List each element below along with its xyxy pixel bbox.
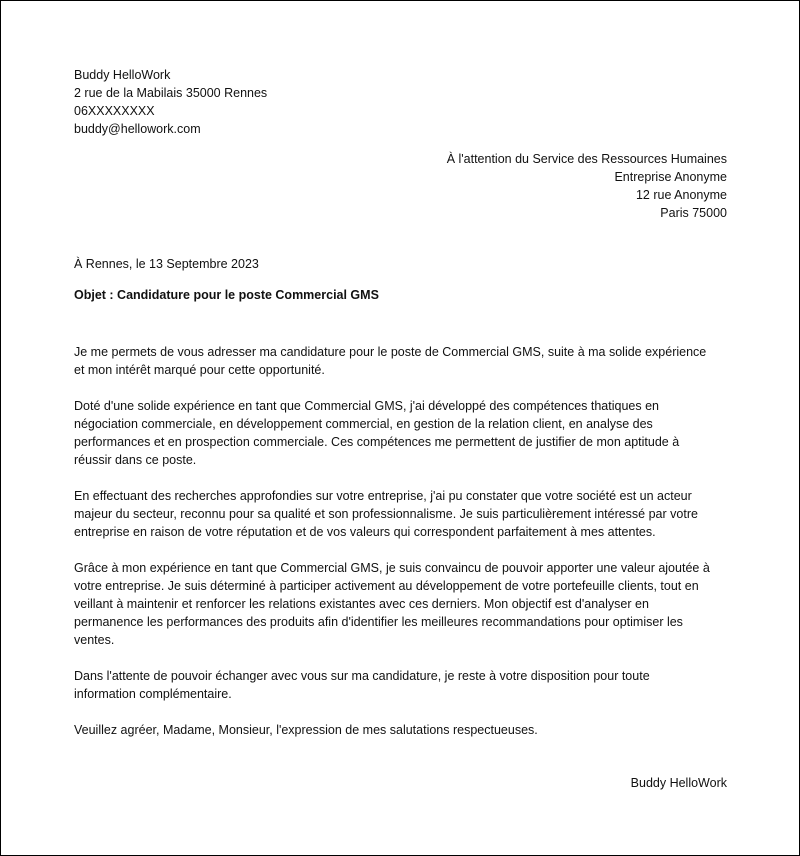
body-line: information complémentaire. — [74, 687, 232, 701]
recipient-street: 12 rue Anonyme — [635, 188, 727, 202]
sender-address: 2 rue de la Mabilais 35000 Rennes — [74, 86, 268, 100]
body-line: votre entreprise. Je suis déterminé à participer activement au développement de votre portefeuille clients, tout en — [74, 579, 699, 593]
body-line: Je me permets de vous adresser ma candidature pour le poste de Commercial GMS, suite à ma solide expérience — [74, 345, 707, 359]
sender-name: Buddy HelloWork — [74, 68, 171, 82]
paragraph-company — [74, 487, 734, 541]
paragraph-intro — [74, 343, 734, 379]
recipient-block — [307, 150, 727, 222]
sender-phone: 06XXXXXXXX — [74, 104, 155, 118]
body-line: Grâce à mon expérience en tant que Commercial GMS, je suis convaincu de pouvoir apporter une valeur ajoutée à — [74, 561, 710, 575]
paragraph-value — [74, 559, 734, 649]
letter-date: À Rennes, le 13 Septembre 2023 — [74, 257, 259, 271]
recipient-attention: À l'attention du Service des Ressources Humaines — [446, 152, 727, 166]
letter-body — [74, 343, 734, 757]
signature: Buddy HelloWork — [630, 776, 727, 790]
body-line: veillant à maintenir et renforcer les relations existantes avec ces derniers. Mon objectif est d'analyser en — [74, 597, 649, 611]
body-line: négociation commerciale, en développement commercial, en gestion de la relation client, en analyse des — [74, 417, 653, 431]
body-line: En effectuant des recherches approfondies sur votre entreprise, j'ai pu constater que votre société est un acteur — [74, 489, 692, 503]
recipient-company: Entreprise Anonyme — [614, 170, 727, 184]
paragraph-skills — [74, 397, 734, 469]
sender-email: buddy@hellowork.com — [74, 122, 201, 136]
body-line: performances et en prospection commerciale. Ces compétences me permettent de justifier de mon aptitude à — [74, 435, 680, 449]
body-line: ventes. — [74, 633, 115, 647]
body-line: entreprise en raison de votre réputation et de vos valeurs qui correspondent parfaitement à mes attentes. — [74, 525, 656, 539]
body-line: permanence les performances des produits afin d'identifier les meilleures recommandations pour optimiser les — [74, 615, 683, 629]
recipient-city: Paris 75000 — [660, 206, 727, 220]
paragraph-closing — [74, 667, 734, 703]
body-line: et mon intérêt marqué pour cette opportunité. — [74, 363, 325, 377]
body-line: Dans l'attente de pouvoir échanger avec vous sur ma candidature, je reste à votre disposition pour toute — [74, 669, 650, 683]
letter-subject: Objet : Candidature pour le poste Commercial GMS — [74, 288, 379, 302]
paragraph-salutation — [74, 721, 734, 739]
body-line: Doté d'une solide expérience en tant que Commercial GMS, j'ai développé des compétences thatiques en — [74, 399, 659, 413]
body-line: majeur du secteur, reconnu pour sa qualité et son professionnalisme. Je suis particulièrement intéressé par votre — [74, 507, 698, 521]
body-line: Veuillez agréer, Madame, Monsieur, l'expression de mes salutations respectueuses. — [74, 723, 538, 737]
sender-block — [74, 66, 474, 138]
body-line: réussir dans ce poste. — [74, 453, 197, 467]
